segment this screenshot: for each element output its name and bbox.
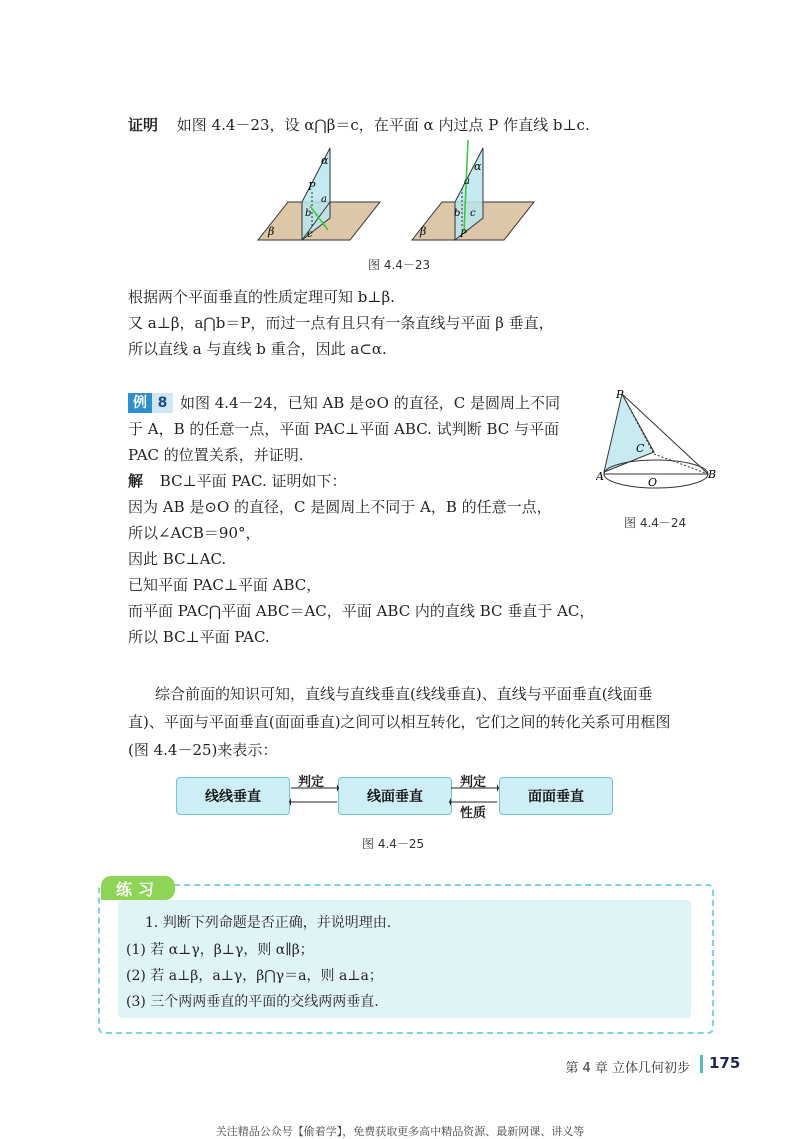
right-label-c: c xyxy=(470,208,476,219)
right-label-b: b xyxy=(454,208,461,219)
left-label-alpha: α xyxy=(321,154,329,167)
fig23-caption: 图 4.4－23 xyxy=(368,258,431,272)
example-statement-2: 于 A，B 的任意一点，平面 PAC⊥平面 ABC. 试判断 BC 与平面 xyxy=(128,420,559,438)
label-B: B xyxy=(708,468,717,481)
solution-line-2: 因为 AB 是⊙O 的直径，C 是圆周上不同于 A，B 的任意一点， xyxy=(128,498,552,516)
fig24-caption: 图 4.4－24 xyxy=(624,516,687,530)
label-A: A xyxy=(596,470,604,483)
example-badge-number: 8 xyxy=(152,393,173,413)
solution-line-1 xyxy=(128,471,346,491)
proof-body-2: 又 a⊥β，a⋂b＝P，而过一点有且只有一条直线与平面 β 垂直， xyxy=(128,314,554,332)
solution-label: 解 xyxy=(128,472,144,490)
label-C: C xyxy=(636,442,645,455)
solution-text-1: BC⊥平面 PAC. 证明如下： xyxy=(159,472,347,490)
label-O: O xyxy=(648,476,658,489)
page-number: 175 xyxy=(709,1054,741,1072)
arrow-1-top-label: 判定 xyxy=(298,775,325,790)
proof-intro-line xyxy=(128,115,590,135)
proof-body-1: 根据两个平面垂直的性质定理可知 b⊥β. xyxy=(128,288,395,306)
right-label-beta: β xyxy=(420,225,427,238)
arrow-2-top-label: 判定 xyxy=(460,775,487,790)
label-P: P xyxy=(616,388,624,401)
line-CB xyxy=(654,454,708,474)
solution-line-5: 已知平面 PAC⊥平面 ABC， xyxy=(128,576,322,594)
proof-intro: 如图 4.4－23，设 α⋂β＝c，在平面 α 内过点 P 作直线 b⊥c. xyxy=(176,116,590,134)
right-label-alpha: α xyxy=(474,160,482,173)
arrow-2-bottom-label: 性质 xyxy=(460,806,487,821)
left-label-a: a xyxy=(321,194,327,205)
exercise-tab: 练习 xyxy=(101,876,175,900)
solution-line-6: 而平面 PAC⋂平面 ABC＝AC，平面 ABC 内的直线 BC 垂直于 AC， xyxy=(128,602,595,620)
left-label-beta: β xyxy=(268,225,275,238)
box-plane-plane: 面面垂直 xyxy=(499,777,613,815)
box-line-plane: 线面垂直 xyxy=(338,777,452,815)
arrow-1-left-head xyxy=(289,798,291,806)
box-line-line: 线线垂直 xyxy=(176,777,290,815)
example-statement-1: 如图 4.4－24，已知 AB 是⊙O 的直径，C 是圆周上不同 xyxy=(180,394,560,412)
fig25-caption: 图 4.4－25 xyxy=(362,837,425,851)
arrow-2-left-head xyxy=(449,798,451,806)
figure-4-4-23 xyxy=(250,140,550,250)
footer-divider xyxy=(700,1055,703,1073)
exercise-line-2: (1) 若 α⊥γ，β⊥γ，则 α∥β； xyxy=(126,942,314,958)
summary-line-1: 综合前面的知识可知，直线与直线垂直(线线垂直)、直线与平面垂直(线面垂 xyxy=(155,685,653,703)
proof-label: 证明 xyxy=(128,116,159,134)
example-statement-3: PAC 的位置关系，并证明. xyxy=(128,446,304,464)
solution-line-4: 因此 BC⊥AC. xyxy=(128,550,227,568)
summary-line-2: 直)、平面与平面垂直(面面垂直)之间可以相互转化，它们之间的转化关系可用框图 xyxy=(128,713,671,731)
right-label-a: a xyxy=(464,176,470,187)
example-badge-label: 例 xyxy=(128,393,152,413)
solution-line-3: 所以∠ACB＝90°， xyxy=(128,524,261,542)
footer-chapter: 第 4 章 立体几何初步 xyxy=(565,1061,690,1076)
example-badge xyxy=(128,393,173,413)
exercise-line-3: (2) 若 a⊥β，a⊥γ，β⋂γ＝a，则 a⊥a； xyxy=(126,968,383,984)
exercise-line-1: 1. 判断下列命题是否正确，并说明理由. xyxy=(145,915,392,931)
solution-line-7: 所以 BC⊥平面 PAC. xyxy=(128,628,270,646)
arrow-2-right-head xyxy=(497,784,499,792)
right-label-P: P xyxy=(460,229,467,240)
left-label-c: c xyxy=(307,229,313,240)
exercise-line-4: (3) 三个两两垂直的平面的交线两两垂直. xyxy=(126,994,379,1010)
bottom-note: 关注精品公众号【偷着学】，免费获取更多高中精品资源、最新网课、讲义等 xyxy=(215,1125,585,1138)
arrow-1-right-head xyxy=(337,784,339,792)
figure-4-4-24 xyxy=(596,388,726,498)
summary-line-3: (图 4.4－25)来表示： xyxy=(128,741,278,759)
left-label-P: P xyxy=(308,180,316,193)
proof-body-3: 所以直线 a 与直线 b 重合，因此 a⊂α. xyxy=(128,340,387,358)
left-label-b: b xyxy=(305,208,312,219)
